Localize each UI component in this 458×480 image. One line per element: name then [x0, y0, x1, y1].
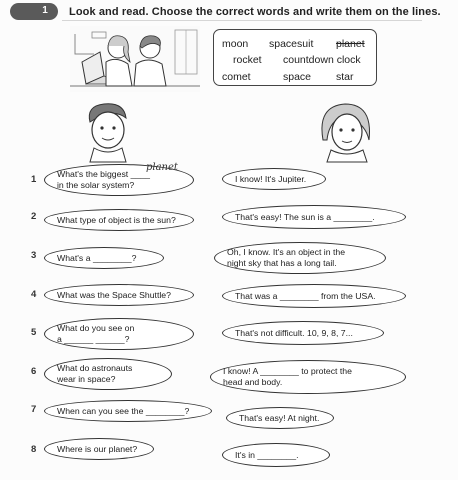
- word-bank-planet: planet: [336, 38, 365, 50]
- question-1-line-2: in the solar system?: [57, 180, 135, 190]
- word-bank-star: star: [336, 71, 354, 83]
- reply-6-line-2: head and body.: [223, 377, 283, 387]
- question-bubble-5: [44, 318, 194, 350]
- question-number-7: 7: [31, 404, 37, 415]
- question-5-line-1: What do you see on: [57, 323, 135, 333]
- question-number-8: 8: [31, 444, 37, 455]
- reply-bubble-8: [222, 443, 330, 467]
- reply-bubble-5: [222, 321, 384, 345]
- reply-3-line-2: night sky that has a long tail.: [227, 258, 337, 268]
- instruction-text: Look and read. Choose the correct words and write them on the lines.: [69, 6, 441, 18]
- reply-7-text: That's easy! At night.: [239, 412, 320, 423]
- girl-character: [315, 100, 377, 162]
- question-7-text: When can you see the ________?: [57, 405, 190, 416]
- question-bubble-2: [44, 209, 194, 231]
- reply-5-text: That's not difficult. 10, 9, 8, 7...: [235, 327, 353, 338]
- question-2-text: What type of object is the sun?: [57, 214, 176, 225]
- word-bank-moon: moon: [222, 38, 249, 50]
- word-bank-space: space: [283, 71, 312, 83]
- question-number-1: 1: [31, 174, 37, 185]
- question-bubble-3: [44, 247, 164, 269]
- question-6-line-2: wear in space?: [57, 374, 116, 384]
- question-3-text: What's a ________?: [57, 252, 137, 263]
- kids-laptop-illustration: [70, 26, 200, 92]
- question-number-2: 2: [31, 211, 37, 222]
- word-bank-countdown-clock: countdown clock: [283, 54, 361, 66]
- question-bubble-6: [44, 358, 172, 390]
- boy-character: [80, 100, 140, 162]
- reply-2-text: That's easy! The sun is a ________.: [235, 211, 375, 222]
- word-bank-comet: comet: [222, 71, 251, 83]
- question-number-3: 3: [31, 250, 37, 261]
- reply-1-text: I know! It's Jupiter.: [235, 173, 307, 184]
- reply-bubble-6: [210, 360, 406, 394]
- word-bank-rocket: rocket: [233, 54, 262, 66]
- example-answer: planet: [146, 162, 178, 173]
- question-4-text: What was the Space Shuttle?: [57, 289, 171, 300]
- reply-8-text: It's in ________.: [235, 449, 299, 460]
- question-1-line-1: What's the biggest ____: [57, 169, 150, 179]
- question-bubble-7: [44, 400, 212, 422]
- reply-4-text: That was a ________ from the USA.: [235, 290, 376, 301]
- reply-bubble-1: [222, 168, 326, 190]
- word-bank-spacesuit: spacesuit: [269, 38, 314, 50]
- reply-6-line-1: I know! A ________ to protect the: [223, 366, 352, 376]
- reply-bubble-4: [222, 284, 406, 308]
- reply-3-line-1: Oh, I know. It's an object in the: [227, 247, 346, 257]
- reply-bubble-7: [226, 407, 334, 429]
- header-divider: [62, 20, 422, 21]
- question-8-text: Where is our planet?: [57, 443, 138, 454]
- question-bubble-8: [44, 438, 154, 460]
- reply-bubble-3: [214, 242, 386, 274]
- reply-bubble-2: [222, 205, 406, 229]
- question-number-6: 6: [31, 366, 37, 377]
- question-number-4: 4: [31, 289, 37, 300]
- question-number-5: 5: [31, 327, 37, 338]
- question-bubble-4: [44, 284, 194, 306]
- question-6-line-1: What do astronauts: [57, 363, 133, 373]
- question-5-line-2: a ______ ______?: [57, 334, 130, 344]
- exercise-number: 1: [42, 5, 48, 16]
